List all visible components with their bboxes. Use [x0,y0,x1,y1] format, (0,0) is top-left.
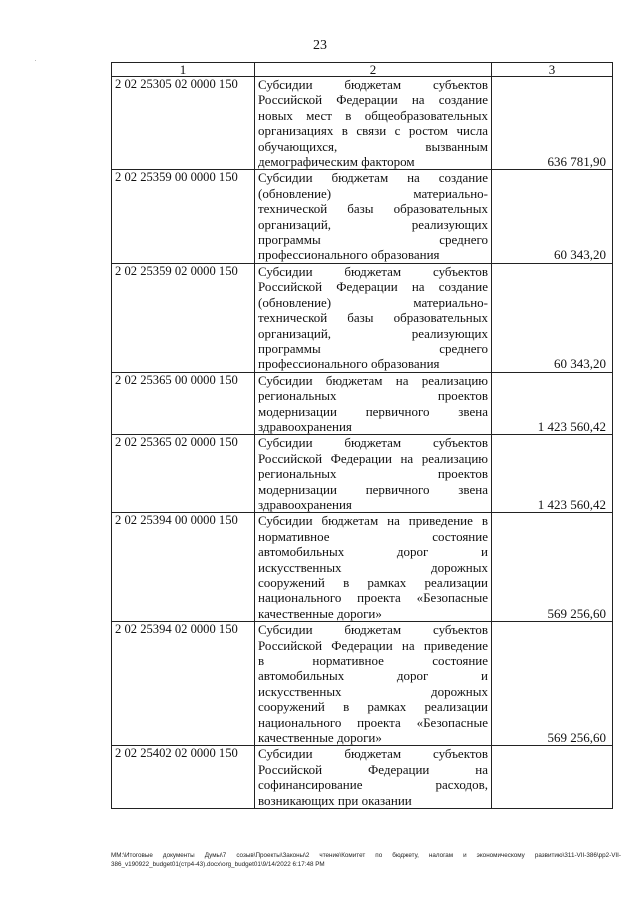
description-line: качественные дороги» [258,605,382,621]
description-line: профессионального образования [258,247,440,263]
table-row [112,513,613,622]
description-line: Российской Федерации на создание [258,279,488,295]
description-cell [255,622,492,746]
description-line: сооружений в рамках реализации [258,699,488,715]
description-line: демографическим фактором [258,154,415,170]
budget-code-cell: 2 02 25359 00 0000 150 [112,170,255,263]
description-line: национального проекта «Безопасные [258,590,488,606]
description-line: новых мест в общеобразовательных [258,107,488,123]
budget-code-cell: 2 02 25359 02 0000 150 [112,263,255,372]
description-line: Субсидии бюджетам субъектов [258,746,488,762]
table-row [112,77,613,170]
description-line: искусственных дорожных [258,683,488,699]
budget-code-cell: 2 02 25365 02 0000 150 [112,435,255,513]
description-line: автомобильных дорог и [258,668,488,684]
description-line: национального проекта «Безопасные [258,714,488,730]
column-header-3: 3 [492,63,613,77]
description-line: автомобильных дорог и [258,544,488,560]
description-line: софинансирование расходов, [258,777,488,793]
description-line: профессионального образования [258,356,440,372]
description-cell [255,263,492,372]
description-line: искусственных дорожных [258,559,488,575]
description-line: программы среднего [258,340,488,356]
description-line: нормативное состояние [258,528,488,544]
amount-cell [492,746,613,809]
description-line: здравоохранения [258,418,352,434]
description-line: (обновление) материально- [258,294,488,310]
description-line: региональных проектов [258,466,488,482]
amount-cell: 60 343,20 [492,170,613,263]
description-line: региональных проектов [258,388,488,404]
description-line: организациях в связи с ростом числа [258,123,488,139]
table-row [112,746,613,809]
description-line: (обновление) материально- [258,185,488,201]
description-cell [255,746,492,809]
description-cell [255,372,492,435]
document-path-footer [111,851,621,869]
budget-code-cell: 2 02 25305 02 0000 150 [112,77,255,170]
budget-code-cell: 2 02 25394 00 0000 150 [112,513,255,622]
table-row [112,372,613,435]
description-line: сооружений в рамках реализации [258,575,488,590]
description-line: в нормативное состояние [258,653,488,669]
description-line: организаций, реализующих [258,325,488,341]
amount-cell: 1 423 560,42 [492,435,613,513]
description-line: Российской Федерации на [258,761,488,777]
description-line: Российской Федерации на реализацию [258,450,488,466]
footer-line-1: ММ:\Итоговые документы Думы\7 созыв\Проекты\Законы\2 чтение\Комитет по бюджету, налогам и экономическому развитию\311-VII-386\рр2-VII- [111,852,621,859]
description-line: Субсидии бюджетам субъектов [258,435,488,451]
description-line: здравоохранения [258,496,352,512]
description-line: Субсидии бюджетам субъектов [258,77,488,92]
description-line: организаций, реализующих [258,216,488,232]
amount-cell: 569 256,60 [492,513,613,622]
budget-code-cell: 2 02 25402 02 0000 150 [112,746,255,809]
description-line: модернизации первичного звена [258,403,488,419]
table-row [112,435,613,513]
description-line: Субсидии бюджетам субъектов [258,263,488,279]
table-row [112,622,613,746]
column-header-2: 2 [255,63,492,77]
description-line: Российской Федерации на создание [258,92,488,108]
page-number: 23 [313,38,327,53]
scan-speck [35,60,36,61]
description-cell [255,513,492,622]
budget-code-cell: 2 02 25394 02 0000 150 [112,622,255,746]
footer-line-2: 386_v190922_budget01(стр4-43).docx\org_budget01\9/14/2022 6:17:48 PM [111,861,325,868]
amount-cell: 569 256,60 [492,622,613,746]
description-line: Российской Федерации на приведение [258,637,488,653]
description-line: Субсидии бюджетам на создание [258,170,488,186]
amount-cell: 60 343,20 [492,263,613,372]
table-header-row [112,63,613,77]
description-line: Субсидии бюджетам на реализацию [258,372,488,388]
description-line: программы среднего [258,232,488,248]
description-line: Субсидии бюджетам субъектов [258,622,488,638]
column-header-1: 1 [112,63,255,77]
description-line: Субсидии бюджетам на приведение в [258,513,488,529]
description-cell [255,77,492,170]
description-line: обучающихся, вызванным [258,138,488,154]
description-line: качественные дороги» [258,730,382,746]
description-line: модернизации первичного звена [258,481,488,497]
budget-revenue-table [111,62,613,809]
description-line: технической базы образовательных [258,310,488,326]
budget-code-cell: 2 02 25365 00 0000 150 [112,372,255,435]
amount-cell: 636 781,90 [492,77,613,170]
description-line: возникающих при оказании [258,792,412,808]
description-cell [255,435,492,513]
table-row [112,263,613,372]
amount-cell: 1 423 560,42 [492,372,613,435]
description-cell [255,170,492,263]
table-row [112,170,613,263]
description-line: технической базы образовательных [258,201,488,217]
